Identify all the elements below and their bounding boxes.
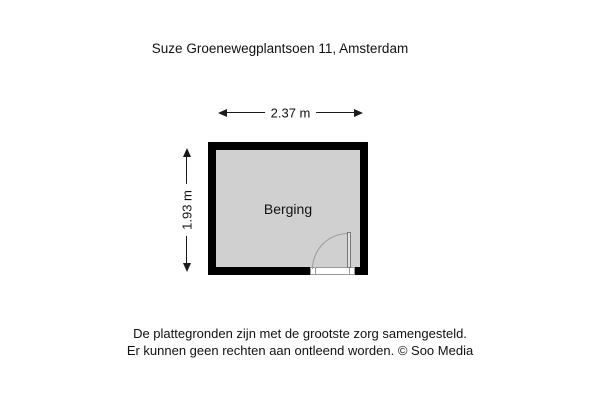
room-label: Berging bbox=[263, 201, 313, 217]
arrowhead-down-icon bbox=[183, 263, 191, 272]
disclaimer-line-1: De plattegronden zijn met de grootste zorg samengesteld. bbox=[133, 326, 467, 341]
width-dimension-label: 2.37 m bbox=[265, 106, 317, 121]
arrowhead-right-icon bbox=[354, 109, 363, 117]
height-dimension-label: 1.93 m bbox=[180, 184, 195, 236]
width-dimension bbox=[218, 105, 363, 121]
disclaimer-line-2: Er kunnen geen rechten aan ontleend worden. © Soo Media bbox=[126, 342, 474, 358]
height-dimension bbox=[179, 148, 195, 272]
disclaimer bbox=[0, 326, 600, 359]
door-leaf bbox=[347, 232, 351, 268]
door-jamb-right bbox=[349, 267, 355, 275]
page-title: Suze Groenewegplantsoen 11, Amsterdam bbox=[151, 41, 409, 56]
